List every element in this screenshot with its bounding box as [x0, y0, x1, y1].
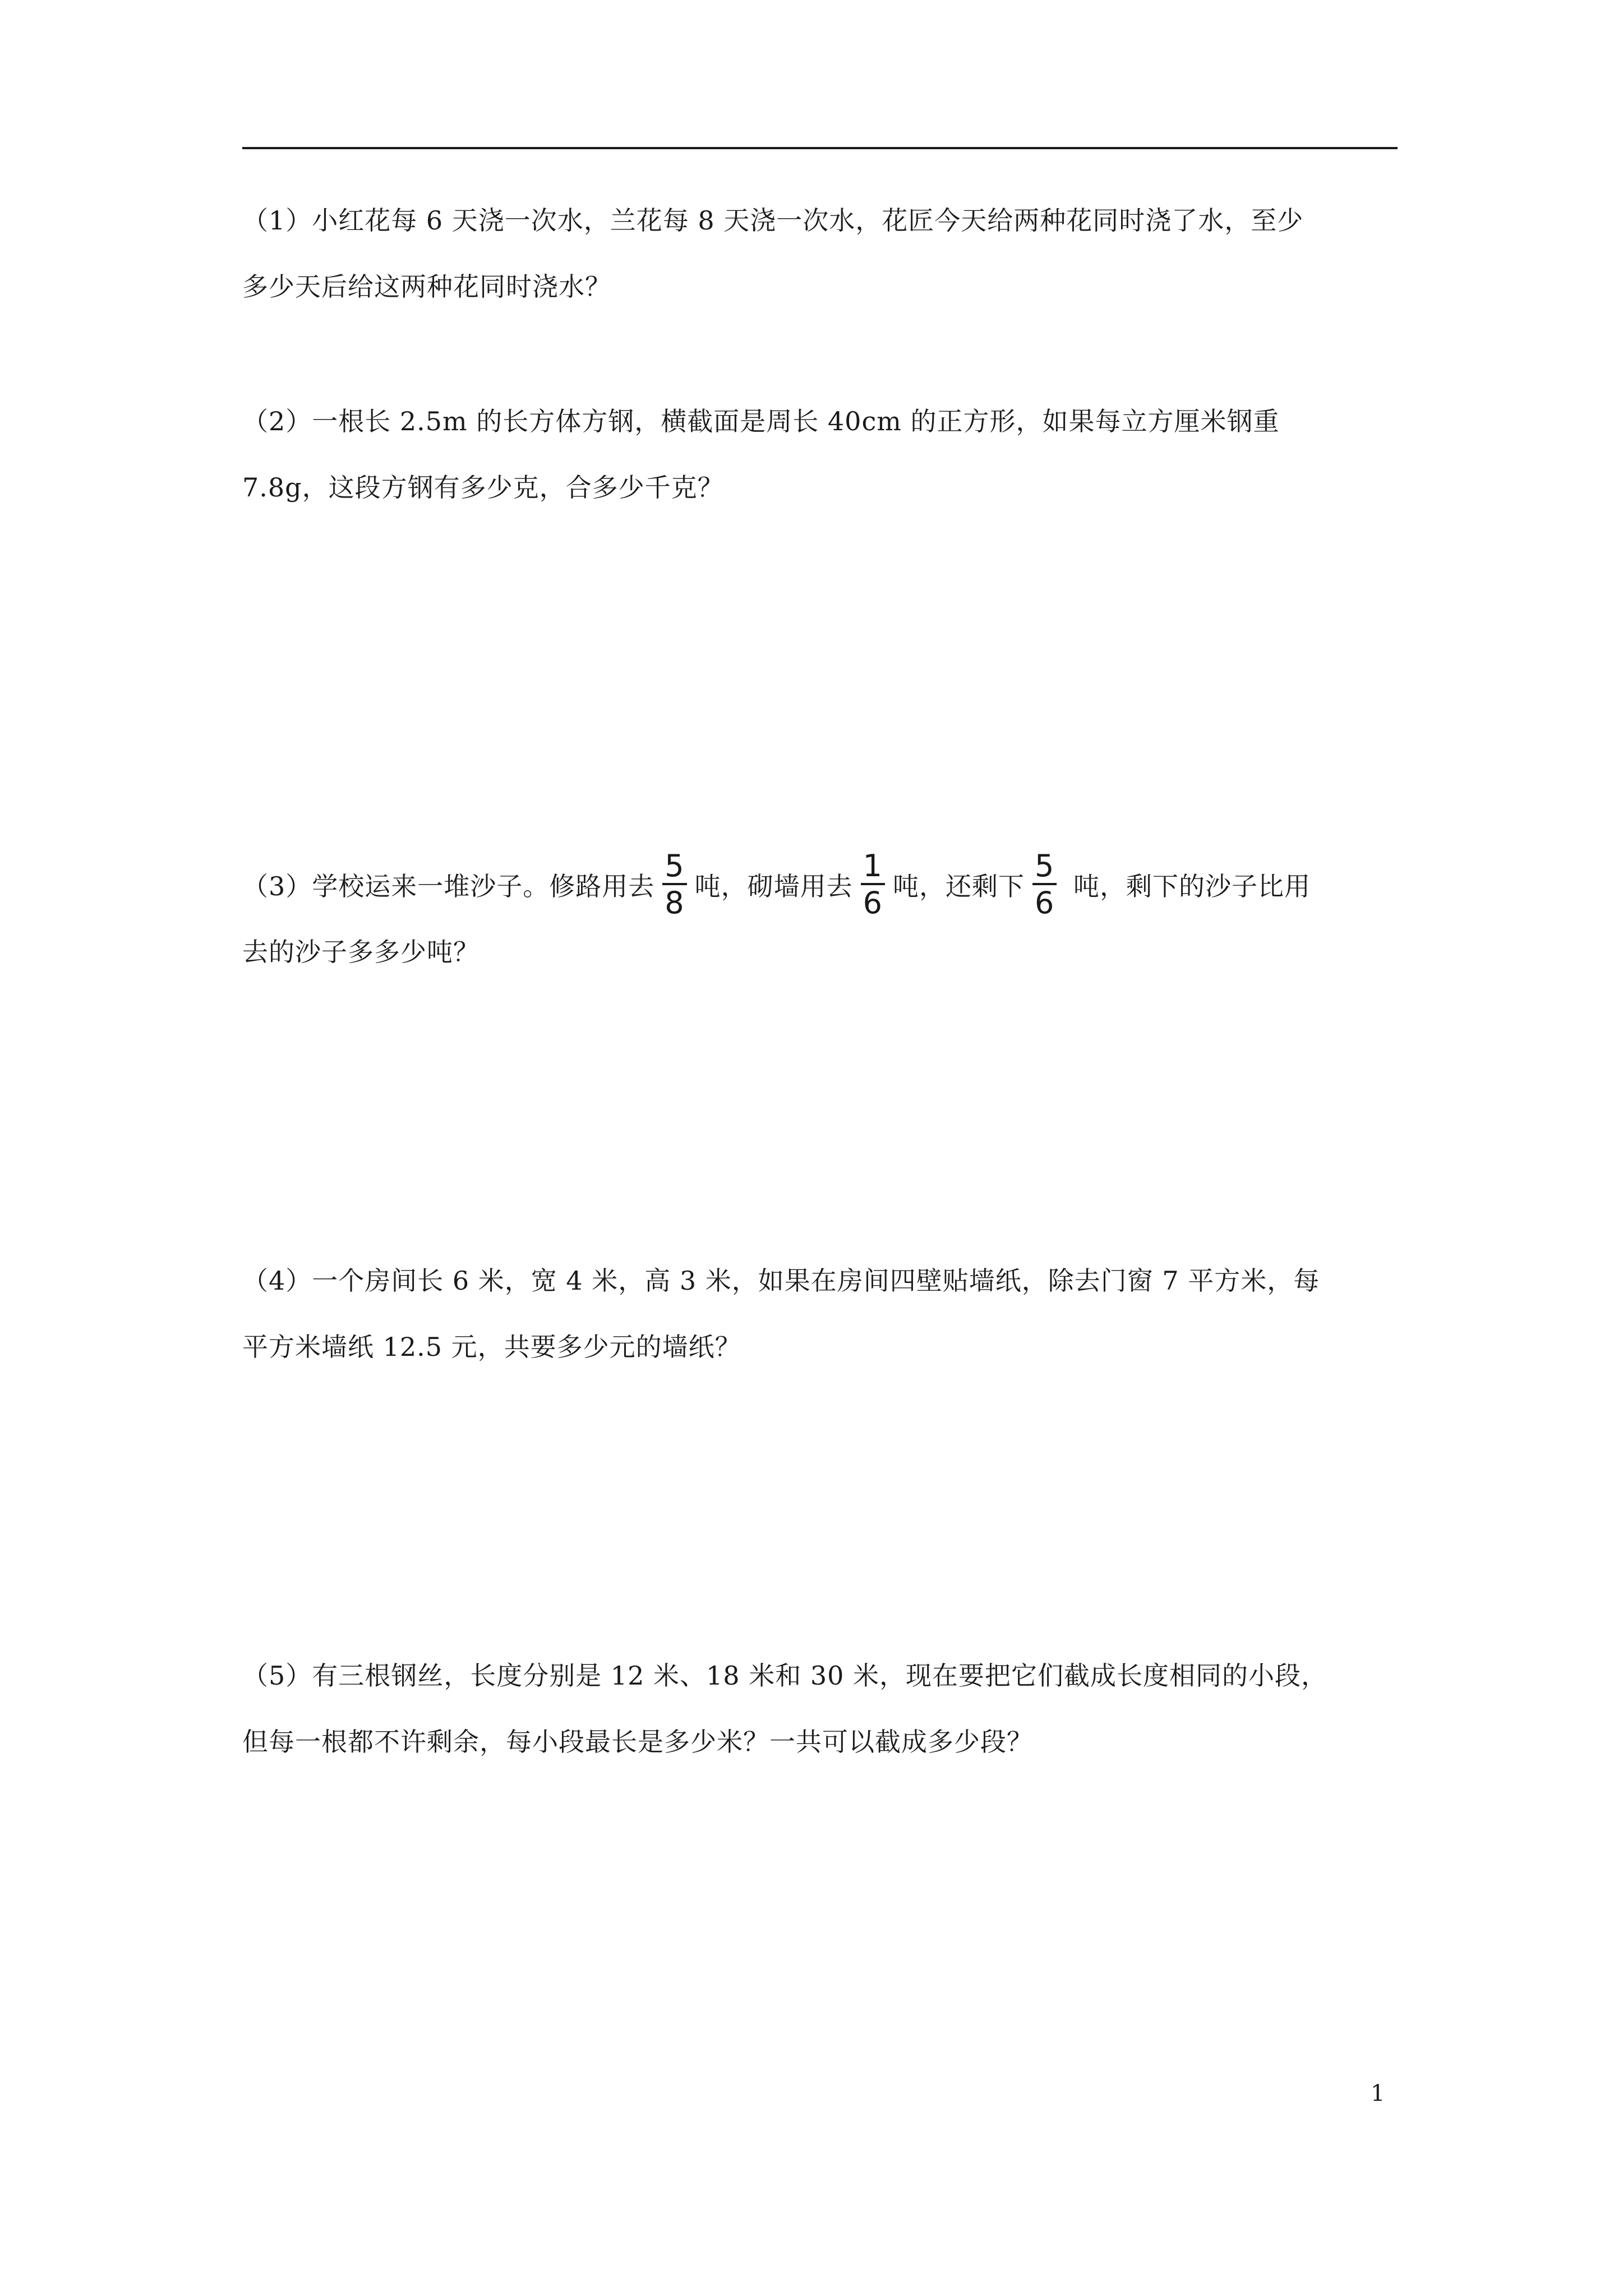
- problem-3-text-3: 吨，还剩下: [893, 871, 1025, 901]
- problem-3-text-2: 吨，砌墙用去: [694, 871, 853, 901]
- header-rule: [242, 147, 1398, 149]
- problem-3-text-1: （3）学校运来一堆沙子。修路用去: [242, 871, 655, 901]
- fraction-denominator: 6: [1035, 885, 1055, 921]
- fraction-numerator: 5: [662, 849, 686, 885]
- fraction-numerator: 5: [1032, 849, 1057, 885]
- problem-4-line-1: （4）一个房间长 6 米，宽 4 米，高 3 米，如果在房间四壁贴墙纸，除去门窗 7 平方米，每: [242, 1266, 1320, 1296]
- problem-3-line-2: 去的沙子多多少吨？: [242, 937, 479, 967]
- problem-1-line-1: （1）小红花每 6 天浇一次水，兰花每 8 天浇一次水，花匠今天给两种花同时浇了水，至少: [242, 205, 1304, 236]
- fraction-denominator: 6: [863, 885, 883, 921]
- fraction-5-8: [662, 849, 686, 921]
- fraction-1-6: [861, 849, 885, 921]
- fraction-numerator: 1: [861, 849, 885, 885]
- problem-2-line-2: 7.8g，这段方钢有多少克，合多少千克？: [242, 472, 724, 503]
- page-number: 1: [1371, 2081, 1385, 2106]
- problem-3-text-4: 吨，剩下的沙子比用: [1064, 871, 1311, 901]
- fraction-denominator: 8: [665, 885, 685, 921]
- problem-2-line-1: （2）一根长 2.5m 的长方体方钢，横截面是周长 40cm 的正方形，如果每立方厘米钢重: [242, 406, 1280, 436]
- fraction-5-6: [1032, 849, 1057, 921]
- problem-5-line-1: （5）有三根钢丝，长度分别是 12 米、18 米和 30 米，现在要把它们截成长度相同的小段，: [242, 1660, 1327, 1691]
- problem-5: [242, 1642, 1398, 1775]
- problem-4-line-2: 平方米墙纸 12.5 元，共要多少元的墙纸？: [242, 1332, 741, 1362]
- problem-3: [242, 848, 1398, 985]
- problem-2: [242, 388, 1398, 521]
- problem-3-line-1: [242, 848, 1398, 921]
- problem-5-line-2: 但每一根都不许剩余，每小段最长是多少米？一共可以截成多少段？: [242, 1727, 1033, 1757]
- problem-1-line-2: 多少天后给这两种花同时浇水？: [242, 272, 611, 302]
- problem-4: [242, 1248, 1398, 1380]
- problem-1: [242, 187, 1398, 320]
